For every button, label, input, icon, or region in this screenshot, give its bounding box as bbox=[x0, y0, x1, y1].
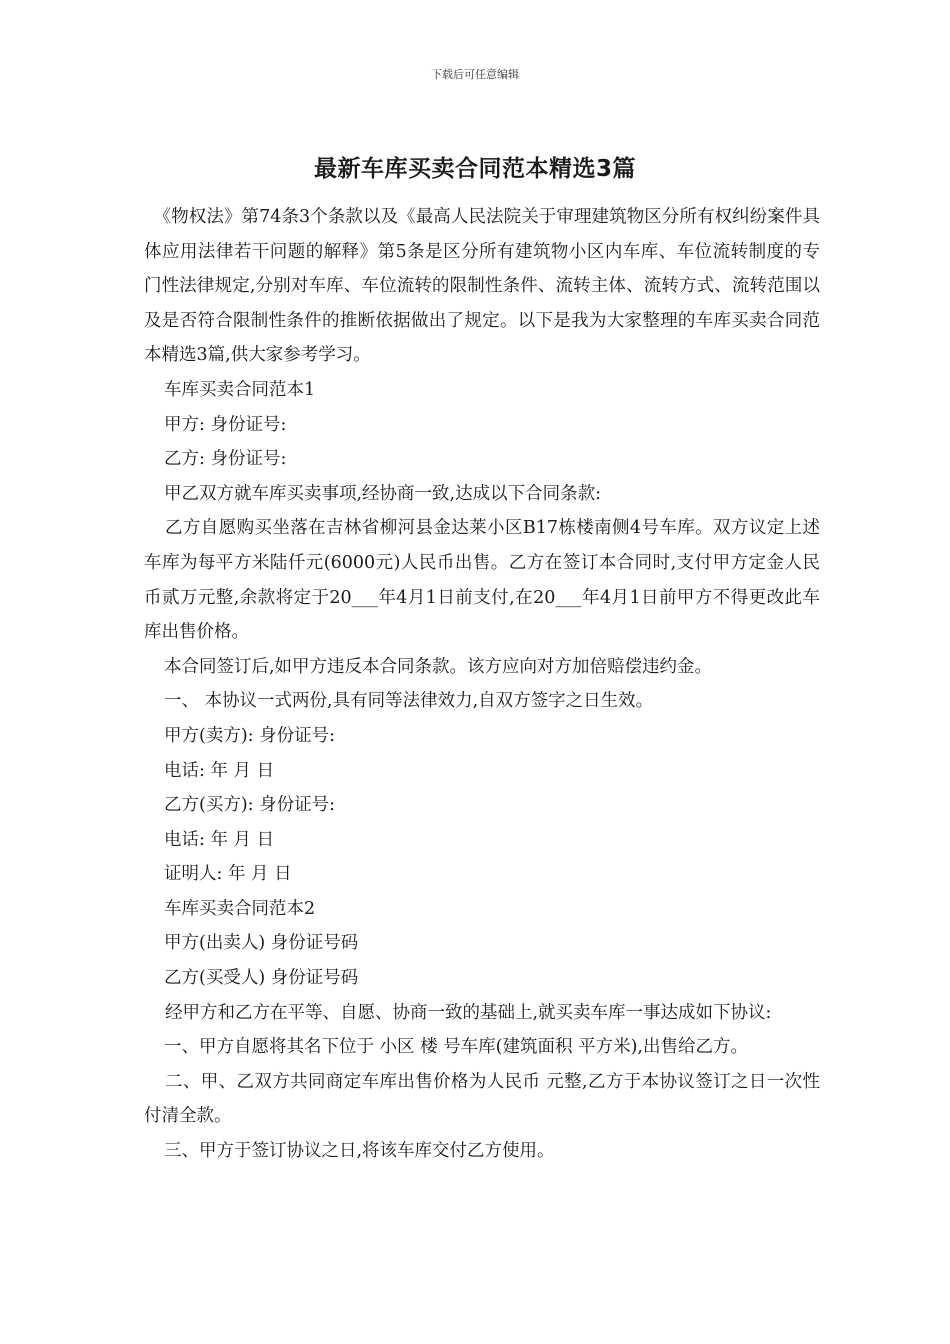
section-heading-2: 车库买卖合同范本2 bbox=[164, 898, 316, 919]
party-a-line: 甲方: 身份证号: bbox=[164, 414, 287, 435]
agreement-intro: 甲乙双方就车库买卖事项,经协商一致,达成以下合同条款: bbox=[164, 483, 602, 504]
section-heading-1: 车库买卖合同范本1 bbox=[164, 379, 316, 400]
seller-phone-line: 电话: 年 月 日 bbox=[164, 760, 275, 781]
copies-clause: 一、 本协议一式两份,具有同等法律效力,自双方签字之日生效。 bbox=[164, 691, 654, 712]
buyer-id-line: 乙方(买受人) 身份证号码 bbox=[164, 968, 359, 989]
buyer-phone-line: 电话: 年 月 日 bbox=[164, 829, 275, 850]
purchase-clause: 乙方自愿购买坐落在吉林省柳河县金达莱小区B17栋楼南侧4号车库。双方议定上述车库为每平方米陆仟元(6000元)人民币出售。乙方在签订本合同时,支付甲方定金人民币贰万元整,余款将定于20___年4月1日前支付,在20___年4月1日前甲方不得更改此车库出售价格。 bbox=[144, 518, 820, 643]
witness-line: 证明人: 年 月 日 bbox=[164, 864, 292, 885]
seller-id-line: 甲方(出卖人) 身份证号码 bbox=[164, 933, 359, 954]
seller-signature-line: 甲方(卖方): 身份证号: bbox=[164, 725, 336, 746]
clause-1: 一、甲方自愿将其名下位于 小区 楼 号车库(建筑面积 平方米),出售给乙方。 bbox=[164, 1037, 748, 1058]
intro-paragraph: 《物权法》第74条3个条款以及《最高人民法院关于审理建筑物区分所有权纠纷案件具体应用法律若干问题的解释》第5条是区分所有建筑物小区内车库、车位流转制度的专门性法律规定,分别对车库、车位流转的限制性条件、流转主体、流转方式、流转范围以及是否符合限制性条件的推断依据做出了规定。以下是我为大家整理的车库买卖合同范本精选3篇,供大家参考学习。 bbox=[144, 207, 820, 366]
header-note: 下载后可任意编辑 bbox=[431, 68, 519, 81]
document-body bbox=[144, 200, 820, 1169]
document-title: 最新车库买卖合同范本精选3篇 bbox=[313, 156, 636, 182]
breach-clause: 本合同签订后,如甲方违反本合同条款。该方应向对方加倍赔偿违约金。 bbox=[164, 656, 713, 677]
buyer-signature-line: 乙方(买方): 身份证号: bbox=[164, 795, 336, 816]
party-b-line: 乙方: 身份证号: bbox=[164, 449, 287, 470]
clause-2: 二、甲、乙双方共同商定车库出售价格为人民币 元整,乙方于本协议签订之日一次性付清全款。 bbox=[144, 1071, 820, 1127]
clause-3: 三、甲方于签订协议之日,将该车库交付乙方使用。 bbox=[164, 1141, 555, 1162]
agreement-preamble: 经甲方和乙方在平等、自愿、协商一致的基础上,就买卖车库一事达成如下协议: bbox=[165, 1002, 772, 1023]
